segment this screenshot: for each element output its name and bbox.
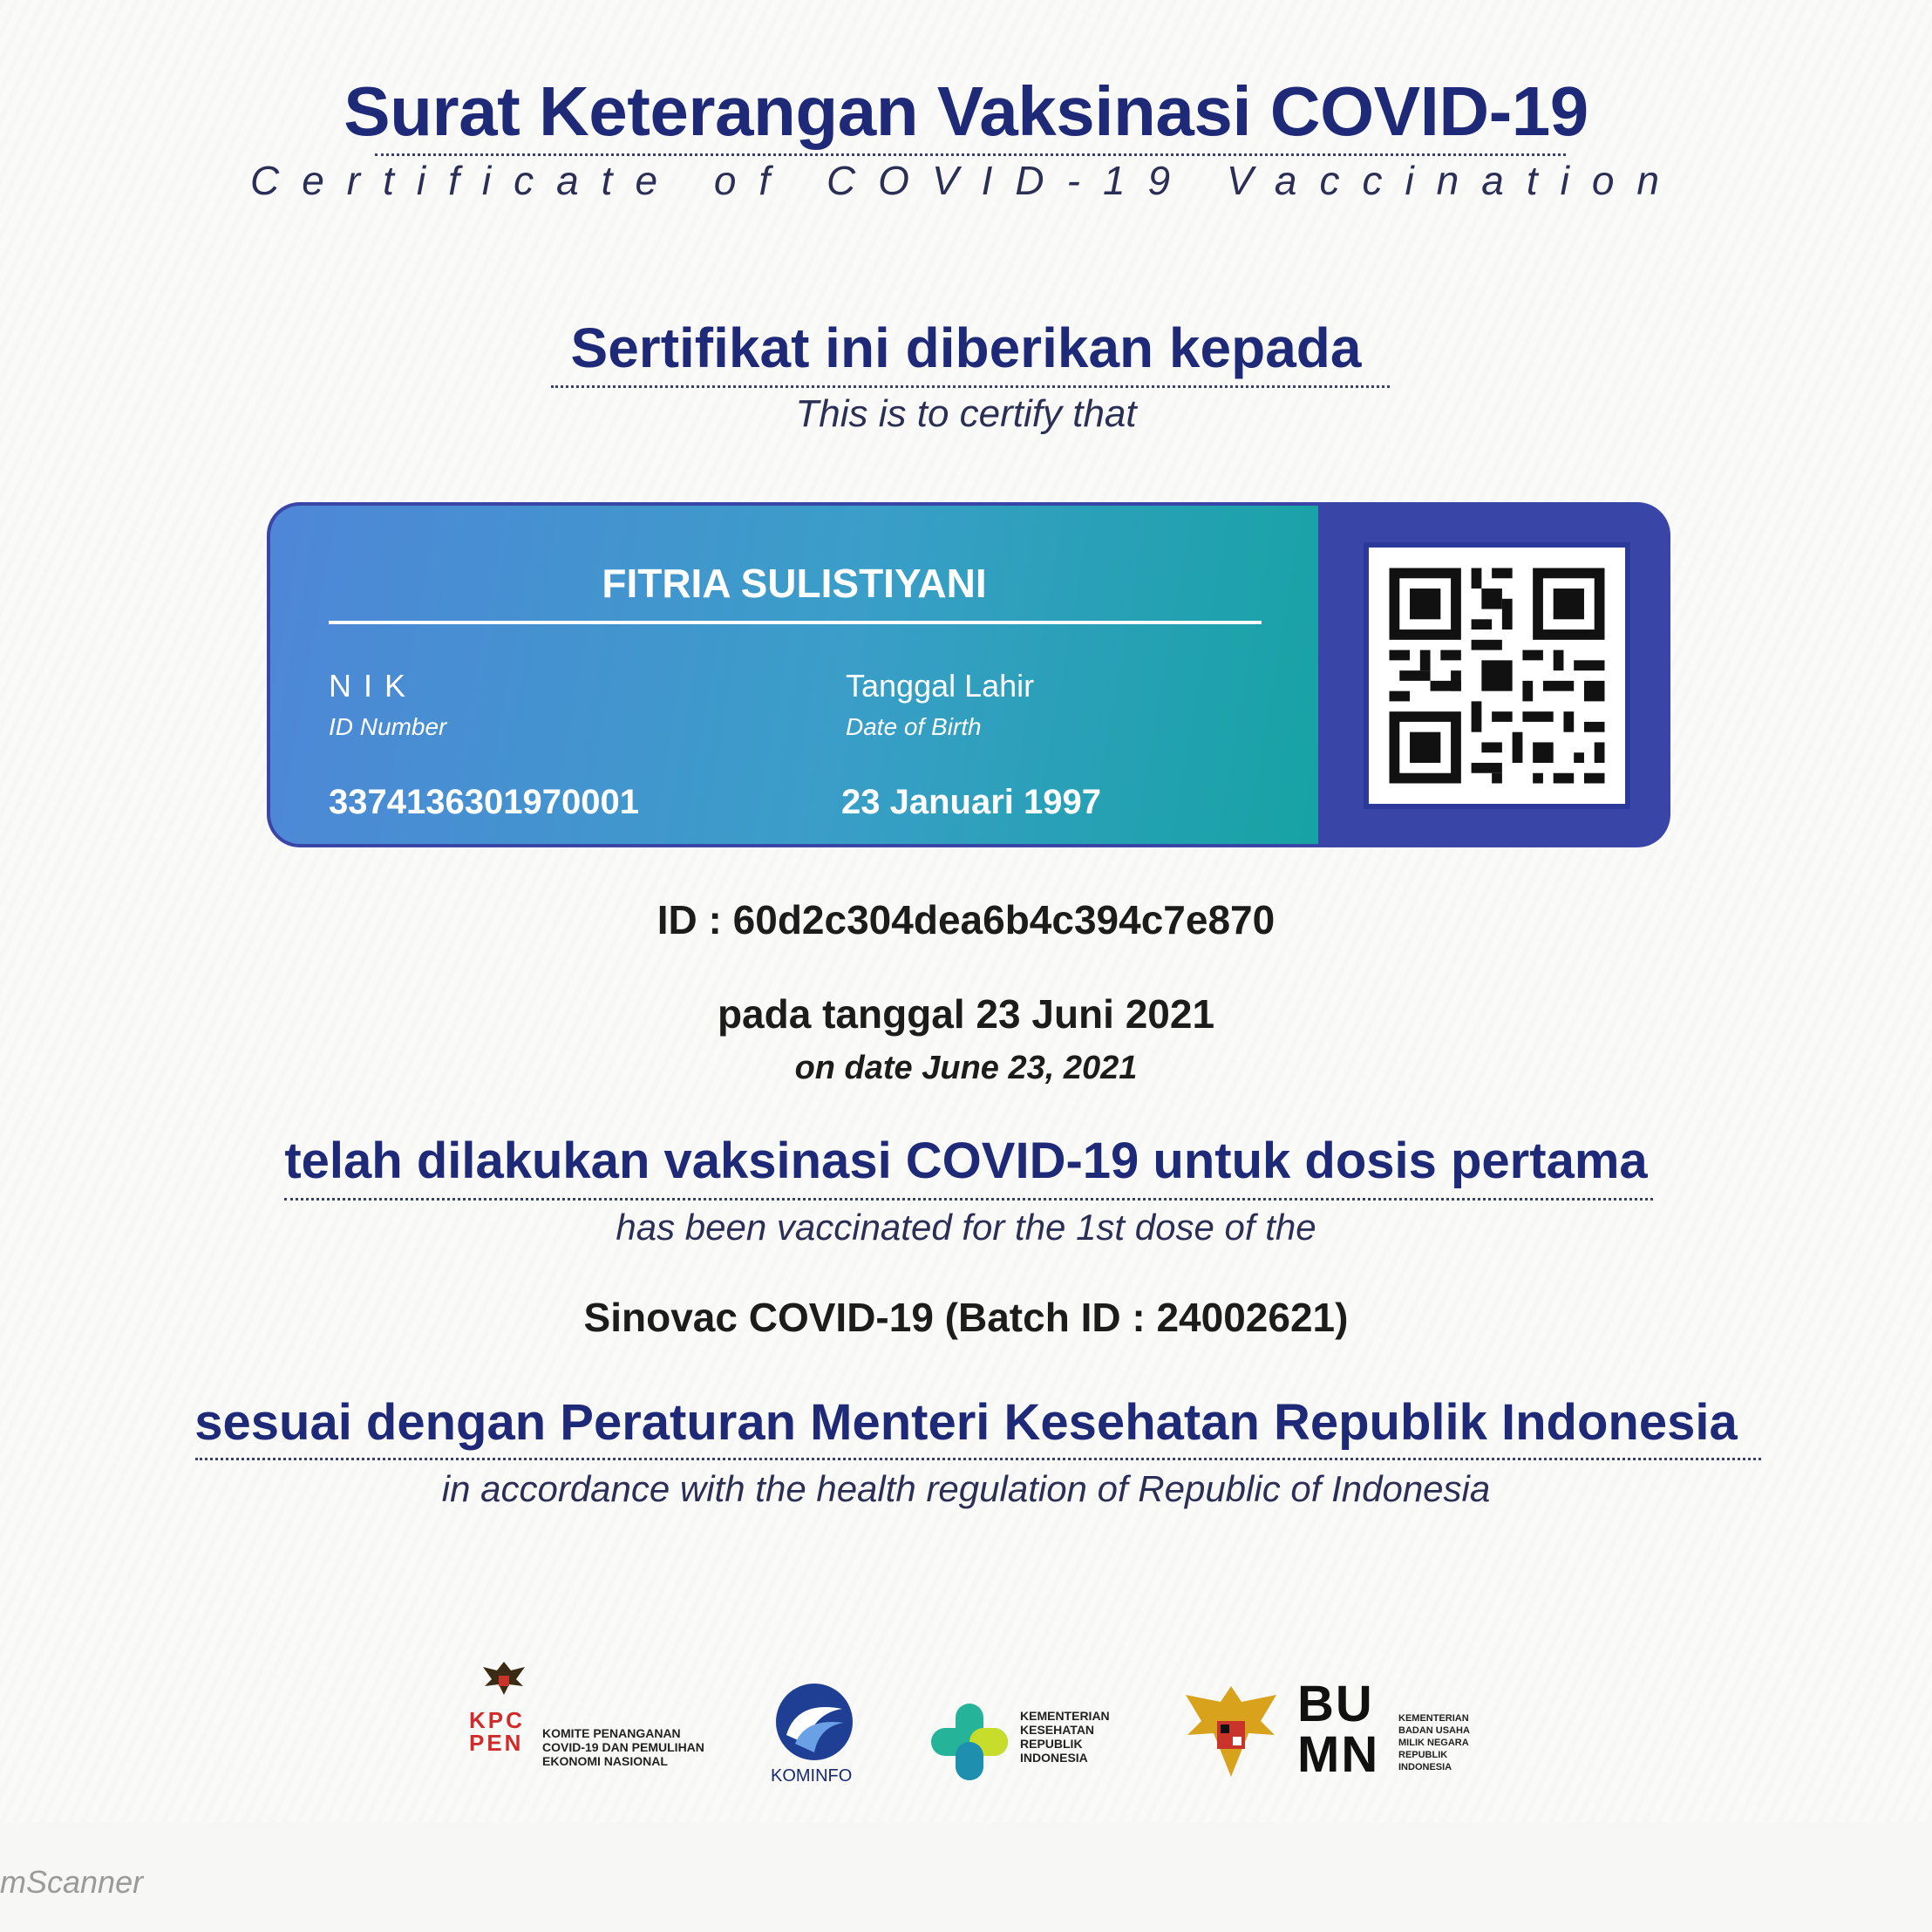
garuda-logo bbox=[1179, 1679, 1283, 1792]
holder-name: FITRIA SULISTIYANI bbox=[602, 561, 987, 606]
qr-code-icon bbox=[1369, 548, 1625, 804]
kominfo-logo bbox=[771, 1683, 858, 1786]
certificate-title: Surat Keterangan Vaksinasi COVID-19 bbox=[344, 72, 1588, 150]
kpcpen-text-line: KOMITE PENANGANAN bbox=[542, 1726, 681, 1740]
garuda-emblem-icon bbox=[480, 1656, 528, 1709]
bumn-text-line: REPUBLIK bbox=[1398, 1750, 1448, 1760]
bumn-text-line: BADAN USAHA bbox=[1398, 1725, 1470, 1736]
kemenkes-text-line: KEMENTERIAN bbox=[1020, 1709, 1110, 1723]
dob-label-en: Date of Birth bbox=[846, 713, 982, 740]
dob-value: 23 Januari 1997 bbox=[841, 783, 1101, 821]
regulation-statement: sesuai dengan Peraturan Menteri Kesehatan Republik Indonesia bbox=[194, 1394, 1738, 1451]
certificate-subtitle: Certificate of COVID-19 Vaccination bbox=[249, 158, 1683, 203]
kemenkes-text-line: KESEHATAN bbox=[1020, 1723, 1095, 1737]
kominfo-text: KOMINFO bbox=[771, 1766, 853, 1786]
kemenkes-logo bbox=[926, 1698, 1110, 1790]
scanner-watermark: mScanner bbox=[0, 1864, 144, 1900]
nik-value: 3374136301970001 bbox=[329, 783, 639, 821]
kpcpen-letters: KPC PEN bbox=[469, 1707, 525, 1756]
sponsor-logos bbox=[0, 1656, 1932, 1805]
kemenkes-emblem-icon bbox=[926, 1698, 1013, 1786]
kpcpen-text-line: EKONOMI NASIONAL bbox=[542, 1754, 668, 1768]
bumn-text-line: MILIK NEGARA bbox=[1398, 1738, 1469, 1748]
holder-card bbox=[267, 502, 1670, 847]
bumn-mark: BUMN bbox=[1297, 1676, 1380, 1783]
garuda-pancasila-icon bbox=[1179, 1679, 1283, 1787]
title-divider bbox=[375, 153, 1566, 156]
certificate-id: ID : 60d2c304dea6b4c394c7e870 bbox=[656, 897, 1276, 942]
vaccinated-statement-en: has been vaccinated for the 1st dose of the bbox=[616, 1207, 1316, 1248]
bumn-text-line: INDONESIA bbox=[1398, 1762, 1452, 1772]
qr-code bbox=[1364, 542, 1630, 809]
bumn-text bbox=[1398, 1712, 1503, 1773]
vaccination-date: pada tanggal 23 Juni 2021 bbox=[717, 991, 1215, 1037]
vaccination-date-en: on date June 23, 2021 bbox=[794, 1050, 1138, 1086]
given-to-divider bbox=[551, 385, 1390, 388]
vaccinated-statement: telah dilakukan vaksinasi COVID-19 untuk dosis pertama bbox=[284, 1133, 1648, 1189]
kemenkes-text-line: REPUBLIK bbox=[1020, 1737, 1083, 1751]
regulation-divider bbox=[195, 1458, 1761, 1460]
kemenkes-text bbox=[1020, 1709, 1125, 1765]
given-to-heading: Sertifikat ini diberikan kepada bbox=[570, 316, 1362, 379]
vaccine-batch: Sinovac COVID-19 (Batch ID : 24002621) bbox=[583, 1295, 1349, 1340]
nik-label-en: ID Number bbox=[329, 713, 447, 740]
vaccinated-divider bbox=[284, 1198, 1653, 1201]
name-divider bbox=[329, 621, 1262, 624]
given-to-subheading: This is to certify that bbox=[795, 392, 1137, 435]
kpcpen-text-line: COVID-19 DAN PEMULIHAN bbox=[542, 1740, 704, 1754]
kominfo-emblem-icon bbox=[771, 1683, 858, 1761]
kpcpen-text bbox=[542, 1726, 725, 1768]
nik-label: N I K bbox=[329, 668, 408, 704]
bumn-text-line: KEMENTERIAN bbox=[1398, 1713, 1469, 1724]
dob-label: Tanggal Lahir bbox=[846, 668, 1035, 704]
kemenkes-text-line: INDONESIA bbox=[1020, 1751, 1088, 1765]
regulation-statement-en: in accordance with the health regulation of Republic of Indonesia bbox=[441, 1468, 1491, 1509]
holder-info-panel bbox=[270, 506, 1318, 844]
